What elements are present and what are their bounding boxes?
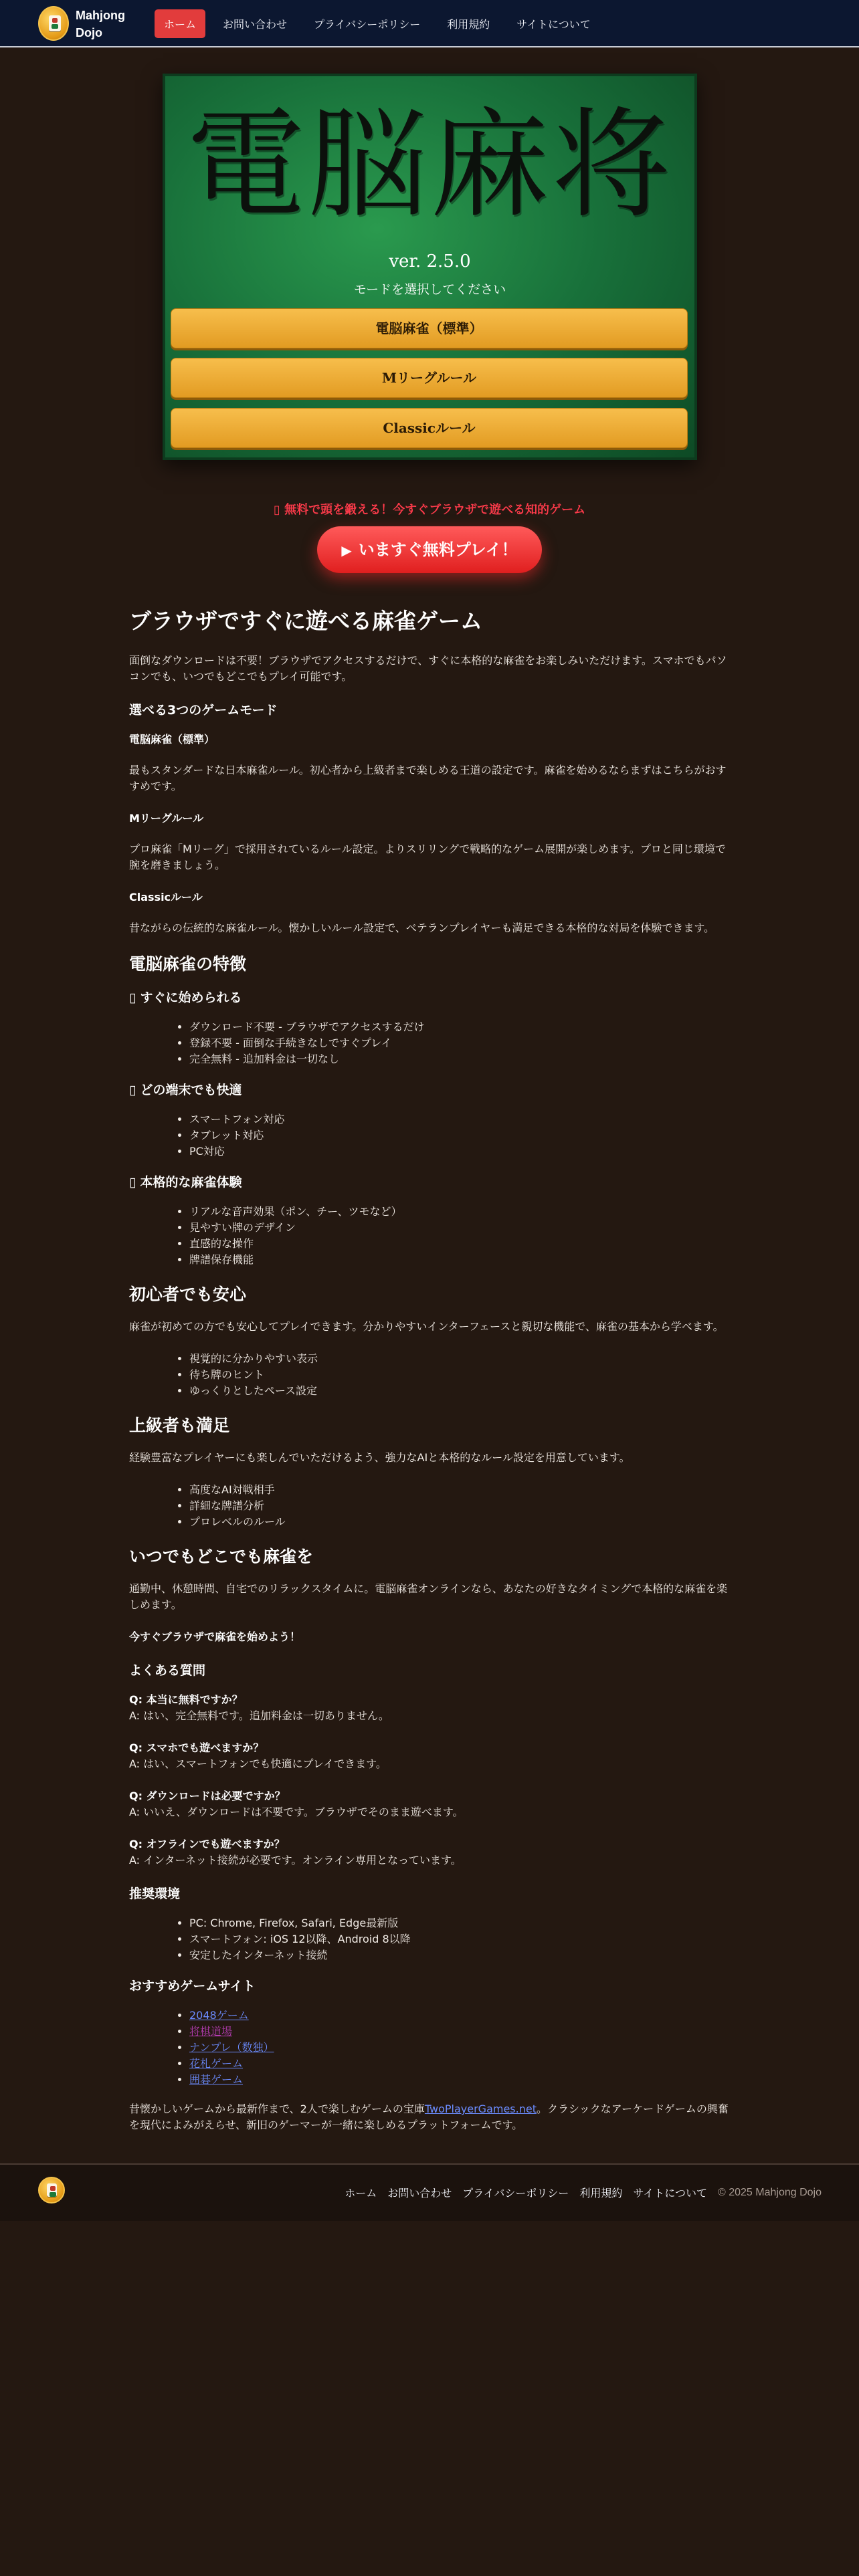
emoji-icon: ▯ xyxy=(129,1083,136,1097)
env-heading: 推奨環境 xyxy=(129,1887,181,1901)
list-item: • ダウンロード不要 - ブラウザでアクセスするだけ xyxy=(189,1019,730,1035)
mode-select-prompt: モードを選択してください xyxy=(353,282,506,297)
site-link-hanafuda[interactable]: 花札ゲーム xyxy=(189,2057,244,2070)
list-item: • ゆっくりとしたペース設定 xyxy=(189,1383,730,1399)
feature2-heading: ▯ どの端末でも快適 xyxy=(129,1083,242,1097)
mode-classic-button[interactable]: Classicルール xyxy=(171,408,688,448)
modes-heading: 選べる3つのゲームモード xyxy=(129,703,278,718)
list-item: • 待ち牌のヒント xyxy=(189,1367,730,1383)
env-list xyxy=(189,1915,730,1963)
feature1-heading: ▯ すぐに始められる xyxy=(129,990,242,1005)
mode-mleague-text: プロ麻雀「Mリーグ」で採用されているルール設定。よりスリリングで戦略的なゲーム展開が楽しめます。プロと同じ環境で腕を磨きましょう。 xyxy=(129,843,726,871)
list-item: • 完全無料 - 追加料金は一切なし xyxy=(189,1051,730,1067)
nav-contact[interactable]: お問い合わせ xyxy=(223,19,288,31)
closing-text: 昔懐かしいゲームから最新作まで、2人で楽しむゲームの宝庫TwoPlayerGames.net。クラシックなアーケードゲームの興奮を現代によみがえらせ、新旧のゲーマーが一緒に楽しめるプラットフォームです。 xyxy=(129,2103,729,2131)
play-icon: ▶ xyxy=(341,542,352,558)
cta-text: 今すぐブラウザで麻雀を始めよう！ xyxy=(129,1630,301,1643)
site-link-shogi[interactable]: 将棋道場 xyxy=(189,2025,233,2038)
footer-nav-contact[interactable]: お問い合わせ xyxy=(387,2188,452,2199)
feature2-list xyxy=(189,1111,730,1160)
list-item: • リアルな音声効果（ポン、チー、ツモなど） xyxy=(189,1204,730,1220)
mode-standard-button[interactable]: 電脳麻雀（標準） xyxy=(171,308,688,348)
mode-mleague-button[interactable]: Mリーグルール xyxy=(171,358,688,398)
copyright: © 2025 Mahjong Dojo xyxy=(718,2186,822,2198)
beginner-list xyxy=(189,1351,730,1399)
site-header xyxy=(0,0,859,47)
list-item: • 登録不要 - 面倒な手続きなしですぐプレイ xyxy=(189,1035,730,1051)
faq-item: Q: オフラインでも遊べますか？ A: インターネット接続が必要です。オンライン専用となっています。 xyxy=(129,1838,462,1866)
list-item: • スマートフォン: iOS 12以降、Android 8以降 xyxy=(189,1931,730,1947)
nav-terms[interactable]: 利用規約 xyxy=(447,19,490,31)
beginner-heading: 初心者でも安心 xyxy=(129,1285,247,1304)
list-item: • PC: Chrome, Firefox, Safari, Edge最新版 xyxy=(189,1915,730,1931)
nav-about[interactable]: サイトについて xyxy=(516,19,591,31)
list-item: • プロレベルのルール xyxy=(189,1514,730,1530)
main-nav xyxy=(155,10,608,37)
twoplayergames-link[interactable]: TwoPlayerGames.net xyxy=(424,2103,537,2115)
list-item xyxy=(189,2072,730,2088)
faq-heading: よくある質問 xyxy=(129,1663,206,1678)
anywhere-text: 通勤中、休憩時間、自宅でのリラックスタイムに。電脳麻雀オンラインなら、あなたの好きなタイミングで本格的な麻雀を楽しめます。 xyxy=(129,1582,728,1611)
list-item: • タブレット対応 xyxy=(189,1128,730,1144)
list-item: • 見やすい牌のデザイン xyxy=(189,1220,730,1236)
play-now-button[interactable]: ▶ いますぐ無料プレイ！ xyxy=(317,526,542,573)
site-link-2048[interactable]: 2048ゲーム xyxy=(189,2009,249,2022)
footer-nav-about[interactable]: サイトについて xyxy=(633,2188,707,2199)
list-item: • 視覚的に分かりやすい表示 xyxy=(189,1351,730,1367)
faq-item: Q: スマホでも遊べますか？ A: はい、スマートフォンでも快適にプレイできます。 xyxy=(129,1741,387,1770)
list-item xyxy=(189,2040,730,2056)
nav-privacy[interactable]: プライバシーポリシー xyxy=(314,19,421,31)
sites-heading: おすすめゲームサイト xyxy=(129,1979,256,1994)
article-title: ブラウザですぐに遊べる麻雀ゲーム xyxy=(129,608,482,634)
list-item: • 安定したインターネット接続 xyxy=(189,1947,730,1963)
site-footer xyxy=(0,2163,859,2221)
features-heading: 電脳麻雀の特徴 xyxy=(129,954,247,974)
list-item xyxy=(189,2024,730,2040)
mode-mleague-title: Mリーグルール xyxy=(129,812,204,825)
feature3-list xyxy=(189,1204,730,1268)
mode-standard-title: 電脳麻雀（標準） xyxy=(129,733,215,746)
faq-item: Q: ダウンロードは必要ですか？ A: いいえ、ダウンロードは不要です。ブラウザでそのまま遊べます。 xyxy=(129,1790,464,1818)
mahjong-tile-icon[interactable] xyxy=(38,2177,65,2204)
list-item: • 詳細な牌譜分析 xyxy=(189,1498,730,1514)
footer-nav-privacy[interactable]: プライバシーポリシー xyxy=(462,2188,569,2199)
mode-standard-text: 最もスタンダードな日本麻雀ルール。初心者から上級者まで楽しめる王道の設定です。麻雀を始めるならまずはこちらがおすすめです。 xyxy=(129,764,727,792)
game-version: ver. 2.5.0 xyxy=(389,251,471,272)
brand-name[interactable]: Mahjong Dojo xyxy=(76,9,125,39)
footer-nav xyxy=(334,2185,822,2200)
sites-list xyxy=(189,2008,730,2088)
list-item: • 牌譜保存機能 xyxy=(189,1252,730,1268)
footer-nav-terms[interactable]: 利用規約 xyxy=(579,2188,623,2199)
nav-home[interactable]: ホーム xyxy=(155,9,205,38)
site-link-go[interactable]: 囲碁ゲーム xyxy=(189,2073,244,2086)
list-item: • PC対応 xyxy=(189,1144,730,1160)
faq-item: Q: 本当に無料ですか？ A: はい、完全無料です。追加料金は一切ありません。 xyxy=(129,1693,389,1722)
list-item xyxy=(189,2008,730,2024)
feature1-list xyxy=(189,1019,730,1067)
game-panel xyxy=(163,74,697,460)
advanced-text: 経験豊富なプレイヤーにも楽しんでいただけるよう、強力なAIと本格的なルール設定を用意しています。 xyxy=(129,1451,630,1464)
intro-text: 面倒なダウンロードは不要！ブラウザでアクセスするだけで、すぐに本格的な麻雀をお楽しみいただけます。スマホでもパソコンでも、いつでもどこでもプレイ可能です。 xyxy=(129,654,727,683)
mode-classic-title: Classicルール xyxy=(129,891,203,903)
mode-classic-text: 昔ながらの伝統的な麻雀ルール。懐かしいルール設定で、ベテランプレイヤーも満足できる本格的な対局を体験できます。 xyxy=(129,922,715,934)
feature3-heading: ▯ 本格的な麻雀体験 xyxy=(129,1175,242,1190)
mahjong-tile-icon[interactable] xyxy=(38,6,69,41)
beginner-text: 麻雀が初めての方でも安心してプレイできます。分かりやすいインターフェースと親切な機能で、麻雀の基本から学べます。 xyxy=(129,1320,724,1333)
anywhere-heading: いつでもどこでも麻雀を xyxy=(129,1547,314,1566)
footer-nav-home[interactable]: ホーム xyxy=(345,2188,377,2199)
emoji-icon: ▯ xyxy=(273,503,285,517)
promo-text: ▯ 無料で頭を鍛える！今すぐブラウザで遊べる知的ゲーム xyxy=(273,503,586,517)
list-item: • 直感的な操作 xyxy=(189,1236,730,1252)
emoji-icon: ▯ xyxy=(129,990,136,1005)
advanced-heading: 上級者も満足 xyxy=(129,1416,230,1435)
advanced-list xyxy=(189,1482,730,1530)
game-title: 電脳麻将 xyxy=(186,96,674,234)
emoji-icon: ▯ xyxy=(129,1175,136,1190)
list-item xyxy=(189,2056,730,2072)
article xyxy=(129,588,730,2149)
site-link-sudoku[interactable]: ナンプレ（数独） xyxy=(189,2041,274,2054)
list-item: • 高度なAI対戦相手 xyxy=(189,1482,730,1498)
list-item: • スマートフォン対応 xyxy=(189,1111,730,1128)
